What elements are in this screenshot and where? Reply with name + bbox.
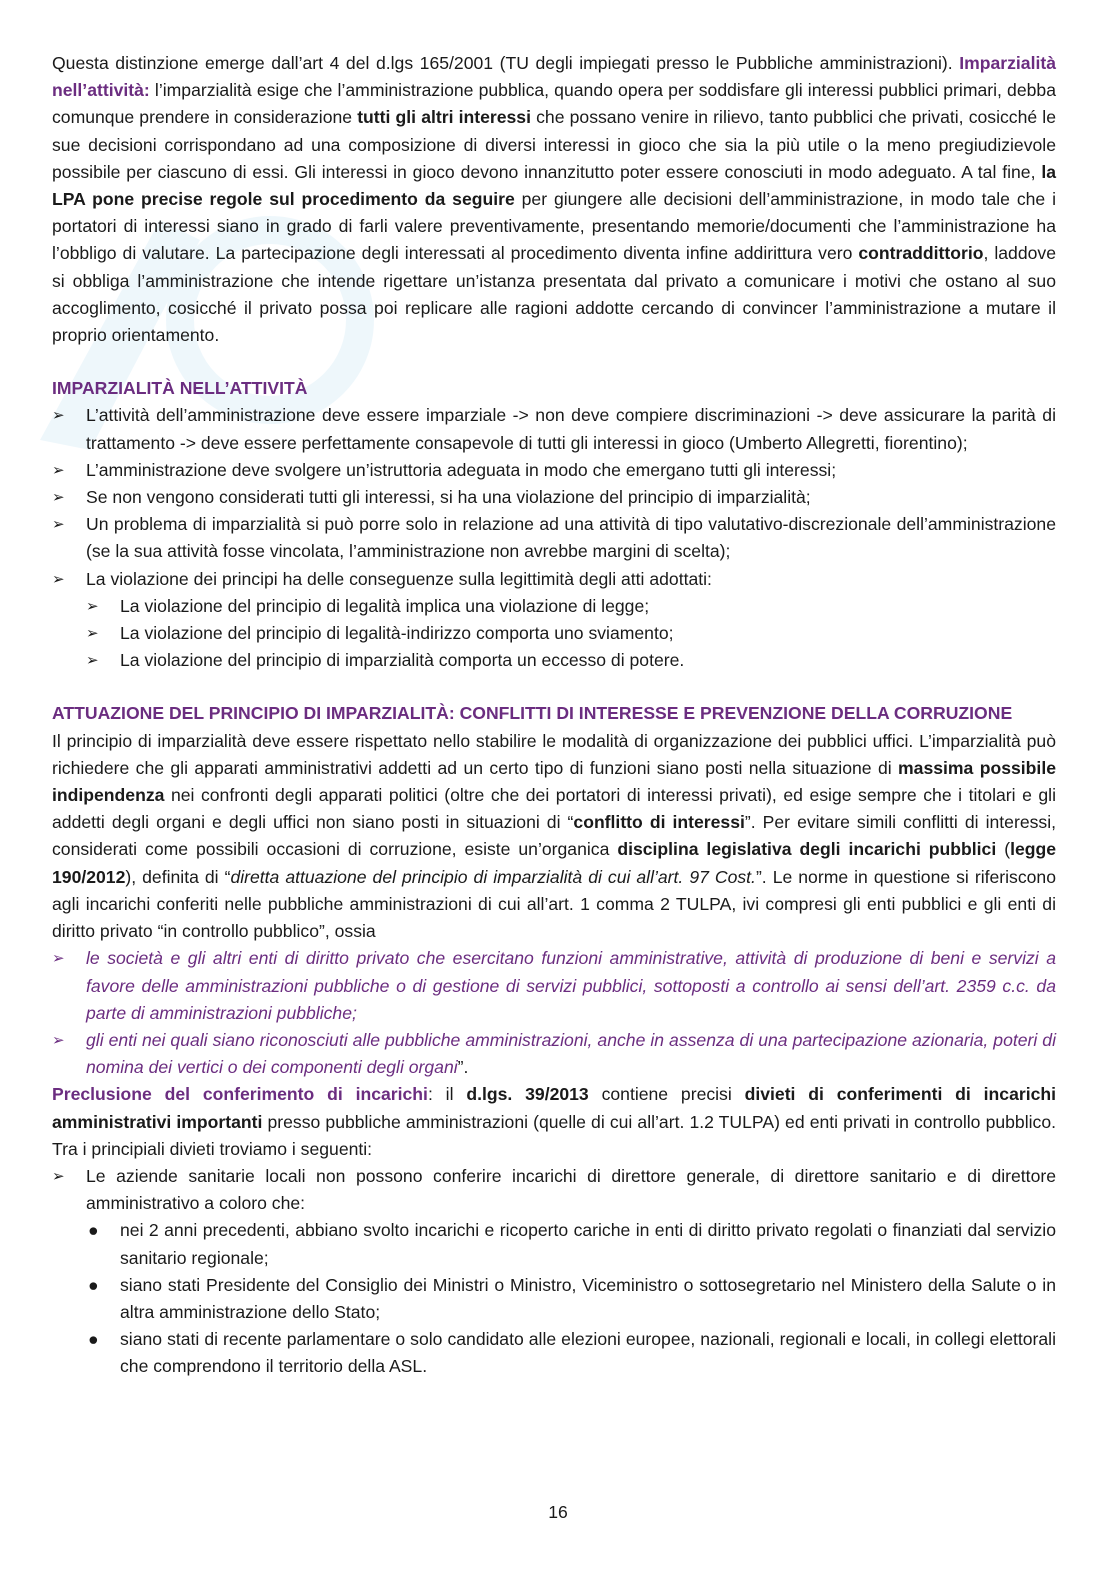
lead-preclusione: Preclusione del conferimento di incarichi <box>52 1084 428 1105</box>
arrow-bullet-icon: ➢ <box>52 570 65 588</box>
list-imparzialita <box>52 402 1056 592</box>
document-body <box>52 50 1056 1381</box>
list-item: ➢ Le aziende sanitarie locali non possono conferire incarichi di direttore generale, di direttore sanitario e di direttore amministrativo a coloro che: <box>52 1163 1056 1217</box>
list-item: ➢ le società e gli altri enti di diritto privato che esercitano funzioni amministrative, attività di produzione di beni e servizi a favore delle amministrazioni pubbliche o di gestione di servizi pubblici, sottoposti a controllo ai sensi dell’art. 2359 c.c. da parte di amministrazioni pubbliche; <box>52 945 1056 1027</box>
list-item: ➢ La violazione del principio di legalità-indirizzo comporta uno sviamento; <box>86 620 1056 647</box>
dot-bullet-icon: ● <box>88 1274 99 1295</box>
page-number: 16 <box>548 1502 568 1522</box>
heading-attuazione: ATTUAZIONE DEL PRINCIPIO DI IMPARZIALITÀ: CONFLITTI DI INTERESSE E PREVENZIONE DELLA CORRUZIONE <box>52 703 1013 724</box>
list-item: ➢ L’attività dell’amministrazione deve essere imparziale -> non deve compiere discriminazioni -> deve assicurare la parità di trattamento -> deve essere perfettamente consapevole di tutti gli interessi in gioco (Umberto Allegretti, fiorentino); <box>52 402 1056 456</box>
arrow-bullet-icon: ➢ <box>86 625 99 643</box>
arrow-bullet-icon: ➢ <box>52 407 65 425</box>
lead-imparzialita: Imparzialità nell’attività: <box>52 53 1056 101</box>
dot-bullet-icon: ● <box>88 1220 99 1241</box>
list-item: ➢ Se non vengono considerati tutti gli interessi, si ha una violazione del principio di imparzialità; <box>52 484 1056 511</box>
list-item: ● siano stati Presidente del Consiglio dei Ministri o Ministro, Viceministro o sottosegretario nel Ministero della Salute o in altra amministrazione dello Stato; <box>86 1272 1056 1326</box>
list-item: ● siano stati di recente parlamentare o solo candidato alle elezioni europee, nazionali, regionali e locali, in collegi elettorali che comprendono il territorio della ASL. <box>86 1326 1056 1380</box>
list-enti <box>52 945 1056 1081</box>
list-item: ➢ Un problema di imparzialità si può porre solo in relazione ad una attività di tipo valutativo-discrezionale dell’amministrazione (se la sua attività fosse vincolata, l’amministrazione non avrebbe margini di scelta); <box>52 511 1056 565</box>
paragraph-intro: Questa distinzione emerge dall’art 4 del d.lgs 165/2001 (TU degli impiegati presso le Pubbliche amministrazioni). Imparzialità nell’attività: l’imparzialità esige che l’amministrazione pubblica, quando opera per soddisfare gli interessi pubblici primari, debba comunque prendere in considerazione tutti gli altri interessi che possano venire in rilievo, tanto pubblici che privati, cosicché le sue decisioni corrispondano ad una composizione di diversi interessi in gioco che sia la più utile o la meno pregiudizievole possibile per ciascuno di essi. Gli interessi in gioco devono innanzitutto poter essere conosciuti in modo adeguato. A tal fine, la LPA pone precise regole sul procedimento da seguire per giungere alle decisioni dell’amministrazione, in modo tale che i portatori di interessi siano in grado di farli valere preventivamente, presentando memorie/documenti che l’amministrazione ha l’obbligo di valutare. La partecipazione degli interessati al procedimento diventa infine addirittura vero contraddittorio, laddove si obbliga l’amministrazione che intende rigettare un’istanza presentata dal privato a comunicare i motivi che ostano al suo accoglimento, cosicché il privato possa poi replicare alle ragioni addotte cercando di convincer l’amministrazione a mutare il proprio orientamento. <box>52 53 1056 346</box>
list-item: ➢ La violazione del principio di legalità implica una violazione di legge; <box>86 593 1056 620</box>
dot-bullet-icon: ● <box>88 1329 99 1350</box>
list-item: ➢ La violazione dei principi ha delle conseguenze sulla legittimità degli atti adottati: <box>52 566 1056 593</box>
arrow-bullet-icon: ➢ <box>52 1167 65 1185</box>
arrow-bullet-icon: ➢ <box>52 516 65 534</box>
arrow-bullet-icon: ➢ <box>86 597 99 615</box>
arrow-bullet-icon: ➢ <box>52 461 65 479</box>
arrow-bullet-icon: ➢ <box>86 652 99 670</box>
list-asl <box>52 1163 1056 1217</box>
list-divieti <box>86 1217 1056 1380</box>
heading-imparzialita-attivita: IMPARZIALITÀ NELL’ATTIVITÀ <box>52 378 308 399</box>
list-item: ➢ gli enti nei quali siano riconosciuti alle pubbliche amministrazioni, anche in assenza di una partecipazione azionaria, poteri di nomina dei vertici o dei componenti degli organi”. <box>52 1027 1056 1081</box>
paragraph-attuazione: Il principio di imparzialità deve essere rispettato nello stabilire le modalità di organizzazione dei pubblici uffici. L’imparzialità può richiedere che gli apparati amministrativi addetti ad un certo tipo di funzioni siano posti nella situazione di massima possibile indipendenza nei confronti degli apparati politici (oltre che dei portatori di interessi privati), ed esige sempre che i titolari e gli addetti degli organi e degli uffici non siano posti in situazioni di “conflitto di interessi”. Per evitare simili conflitti di interessi, considerati come possibili occasioni di corruzione, esiste un’organica disciplina legislativa degli incarichi pubblici (legge 190/2012), definita di “diretta attuazione del principio di imparzialità di cui all’art. 97 Cost.”. Le norme in questione si riferiscono agli incarichi conferiti nelle pubbliche amministrazioni di cui all’art. 1 comma 2 TULPA, ivi compresi gli enti pubblici e gli enti di diritto privato “in controllo pubblico”, ossia <box>52 730 1057 942</box>
list-item: ➢ L’amministrazione deve svolgere un’istruttoria adeguata in modo che emergano tutti gli interessi; <box>52 457 1056 484</box>
paragraph-preclusione: Preclusione del conferimento di incarichi: il d.lgs. 39/2013 contiene precisi divieti di conferimenti di incarichi amministrativi importanti presso pubbliche amministrazioni (quelle di cui all’art. 1.2 TULPA) ed enti privati in controllo pubblico. Tra i principiali divieti troviamo i seguenti: <box>52 1084 1057 1159</box>
sublist-violazioni <box>86 593 1056 675</box>
arrow-bullet-icon: ➢ <box>52 489 65 507</box>
list-item: ➢ La violazione del principio di imparzialità comporta un eccesso di potere. <box>86 647 1056 674</box>
list-item: ● nei 2 anni precedenti, abbiano svolto incarichi e ricoperto cariche in enti di diritto privato regolati o finanziati dal servizio sanitario regionale; <box>86 1217 1056 1271</box>
arrow-bullet-icon: ➢ <box>52 950 65 968</box>
arrow-bullet-icon: ➢ <box>52 1031 65 1049</box>
